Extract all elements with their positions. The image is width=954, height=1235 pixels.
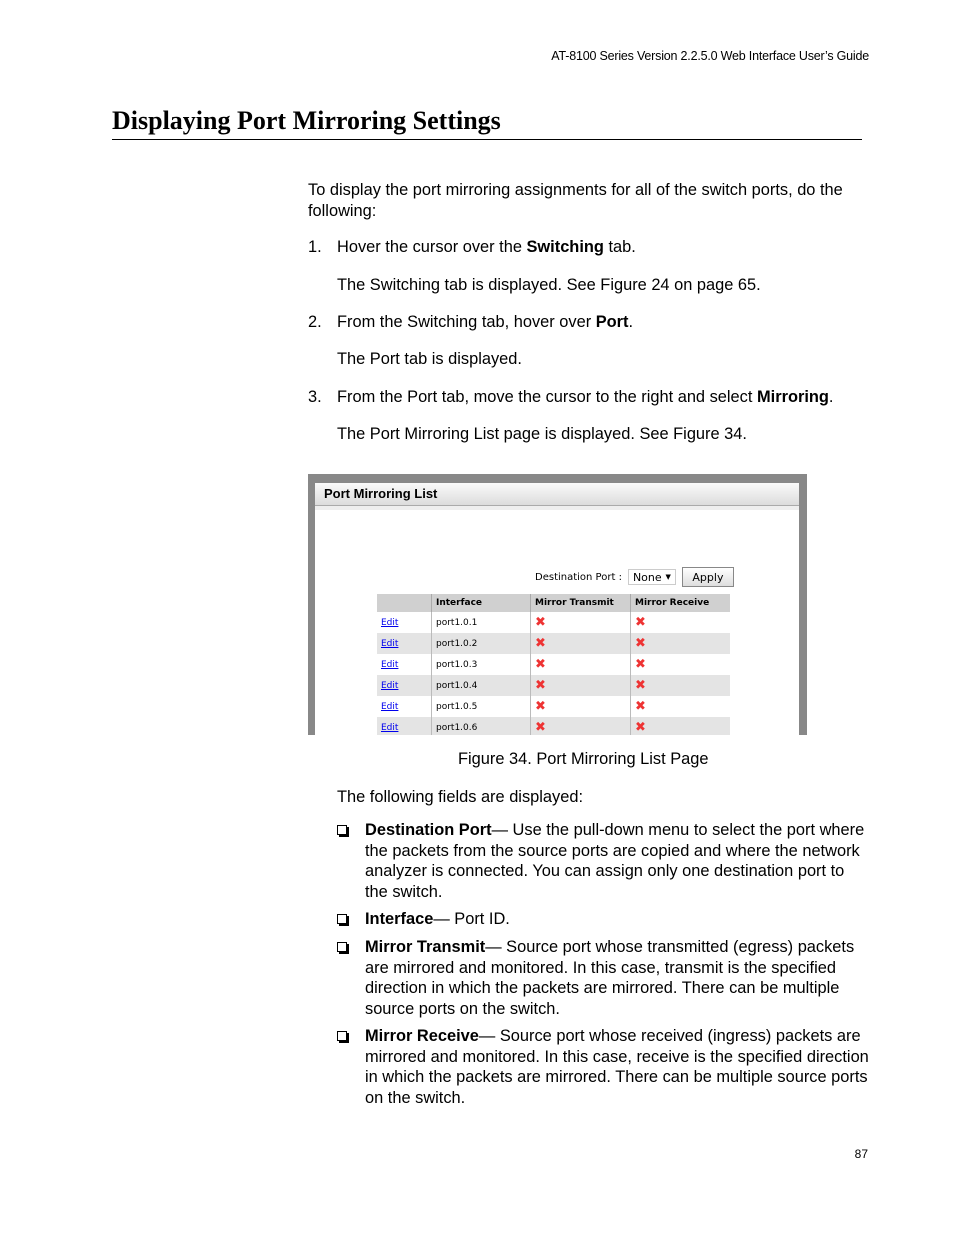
column-header: Interface	[432, 594, 531, 612]
bullet-icon	[337, 942, 347, 952]
mirror-receive-cell	[631, 717, 731, 735]
selected-value: None	[632, 570, 662, 584]
step-2-result: The Port tab is displayed.	[337, 350, 522, 368]
step-text: From the Switching tab, hover over	[337, 313, 596, 331]
field-name: Mirror Transmit	[365, 938, 486, 956]
step-3	[308, 387, 322, 408]
chevron-down-icon: ▼	[665, 573, 671, 581]
destination-port-label: Destination Port :	[535, 571, 622, 583]
step-text: .	[628, 313, 634, 331]
step-text: tab.	[603, 238, 636, 256]
table-row	[377, 717, 730, 735]
disabled-x-icon: ✖	[535, 720, 546, 735]
field-desc: — Use the pull-down menu to select the port where the packets from the source ports are copied and where the network analyzer is connected. You can assign only one destination port to the switch.	[365, 821, 865, 901]
edit-cell	[377, 612, 432, 633]
interface-cell: port1.0.2	[432, 633, 531, 654]
edit-cell	[377, 675, 432, 696]
step-3-result: The Port Mirroring List page is displayed. See Figure 34.	[337, 425, 747, 443]
step-bold: Port	[595, 313, 629, 331]
disabled-x-icon: ✖	[535, 615, 546, 630]
field-name: Mirror Receive	[365, 1027, 479, 1045]
panel-subbar	[315, 506, 799, 510]
field-description	[365, 820, 870, 902]
running-header: AT-8100 Series Version 2.2.5.0 Web Interface User’s Guide	[551, 49, 869, 63]
step-text: Hover the cursor over the	[337, 238, 527, 256]
interface-cell: port1.0.5	[432, 696, 531, 717]
mirror-receive-cell	[631, 654, 731, 675]
disabled-x-icon: ✖	[635, 699, 646, 714]
field-desc: — Port ID.	[433, 910, 510, 928]
disabled-x-icon: ✖	[535, 657, 546, 672]
step-2-text	[337, 312, 633, 333]
disabled-x-icon: ✖	[635, 615, 646, 630]
field-desc: — Source port whose transmitted (egress) packets are mirrored and monitored. In this case, transmit is the specified direction in which the packets are mirrored. There can be multiple source ports on the switch.	[365, 938, 855, 1018]
table-row	[377, 612, 730, 633]
mirror-transmit-cell	[531, 717, 631, 735]
step-1-text	[337, 237, 636, 258]
step-text: .	[828, 388, 834, 406]
mirror-transmit-cell	[531, 696, 631, 717]
interface-cell: port1.0.3	[432, 654, 531, 675]
step-number: 3.	[308, 388, 322, 406]
field-description	[365, 1026, 870, 1108]
destination-port-select[interactable]	[628, 569, 676, 585]
step-3-text	[337, 387, 833, 408]
field-description	[365, 909, 870, 930]
interface-cell: port1.0.4	[432, 675, 531, 696]
column-header: Mirror Transmit	[531, 594, 631, 612]
intro-paragraph: To display the port mirroring assignments for all of the switch ports, do the following:	[308, 181, 843, 220]
field-name: Destination Port	[365, 821, 492, 839]
table-header-row	[377, 594, 730, 612]
edit-link[interactable]: Edit	[381, 659, 399, 670]
mirror-transmit-cell	[531, 675, 631, 696]
mirror-transmit-cell	[531, 633, 631, 654]
interface-cell: port1.0.1	[432, 612, 531, 633]
disabled-x-icon: ✖	[635, 657, 646, 672]
mirroring-table	[377, 594, 730, 735]
disabled-x-icon: ✖	[635, 636, 646, 651]
page-number: 87	[854, 1147, 868, 1161]
bullet-icon	[337, 825, 347, 835]
step-number: 1.	[308, 238, 322, 256]
mirror-receive-cell	[631, 675, 731, 696]
disabled-x-icon: ✖	[635, 720, 646, 735]
step-bold: Mirroring	[756, 388, 829, 406]
step-2	[308, 312, 322, 333]
section-title: Displaying Port Mirroring Settings	[112, 106, 501, 135]
interface-cell: port1.0.6	[432, 717, 531, 735]
edit-link[interactable]: Edit	[381, 617, 399, 628]
fields-intro: The following fields are displayed:	[337, 788, 583, 806]
table-row	[377, 675, 730, 696]
port-mirroring-panel	[315, 483, 799, 735]
destination-port-control	[535, 567, 734, 587]
table-row	[377, 696, 730, 717]
figure-screenshot	[308, 474, 807, 735]
step-text: From the Port tab, move the cursor to the right and select	[337, 388, 757, 406]
edit-link[interactable]: Edit	[381, 680, 399, 691]
edit-link[interactable]: Edit	[381, 722, 399, 733]
column-header	[377, 594, 432, 612]
mirror-receive-cell	[631, 633, 731, 654]
edit-cell	[377, 717, 432, 735]
disabled-x-icon: ✖	[635, 678, 646, 693]
bullet-icon	[337, 914, 347, 924]
table-row	[377, 633, 730, 654]
bullet-icon	[337, 1031, 347, 1041]
edit-link[interactable]: Edit	[381, 701, 399, 712]
apply-button[interactable]: Apply	[682, 567, 734, 587]
title-rule	[112, 139, 862, 140]
mirror-transmit-cell	[531, 654, 631, 675]
field-desc: — Source port whose received (ingress) packets are mirrored and monitored. In this case, receive is the specified direction in which the packets are mirrored. There can be multiple source ports on the switch.	[365, 1027, 869, 1107]
edit-cell	[377, 654, 432, 675]
disabled-x-icon: ✖	[535, 699, 546, 714]
step-number: 2.	[308, 313, 322, 331]
field-name: Interface	[365, 910, 434, 928]
column-header: Mirror Receive	[631, 594, 731, 612]
edit-link[interactable]: Edit	[381, 638, 399, 649]
mirror-transmit-cell	[531, 612, 631, 633]
mirror-receive-cell	[631, 696, 731, 717]
disabled-x-icon: ✖	[535, 636, 546, 651]
edit-cell	[377, 633, 432, 654]
disabled-x-icon: ✖	[535, 678, 546, 693]
table-row	[377, 654, 730, 675]
edit-cell	[377, 696, 432, 717]
figure-caption: Figure 34. Port Mirroring List Page	[458, 750, 709, 768]
step-1	[308, 237, 322, 258]
panel-title: Port Mirroring List	[315, 483, 799, 506]
step-bold: Switching	[526, 238, 604, 256]
field-description	[365, 937, 870, 1019]
mirror-receive-cell	[631, 612, 731, 633]
step-1-result: The Switching tab is displayed. See Figure 24 on page 65.	[337, 276, 761, 294]
